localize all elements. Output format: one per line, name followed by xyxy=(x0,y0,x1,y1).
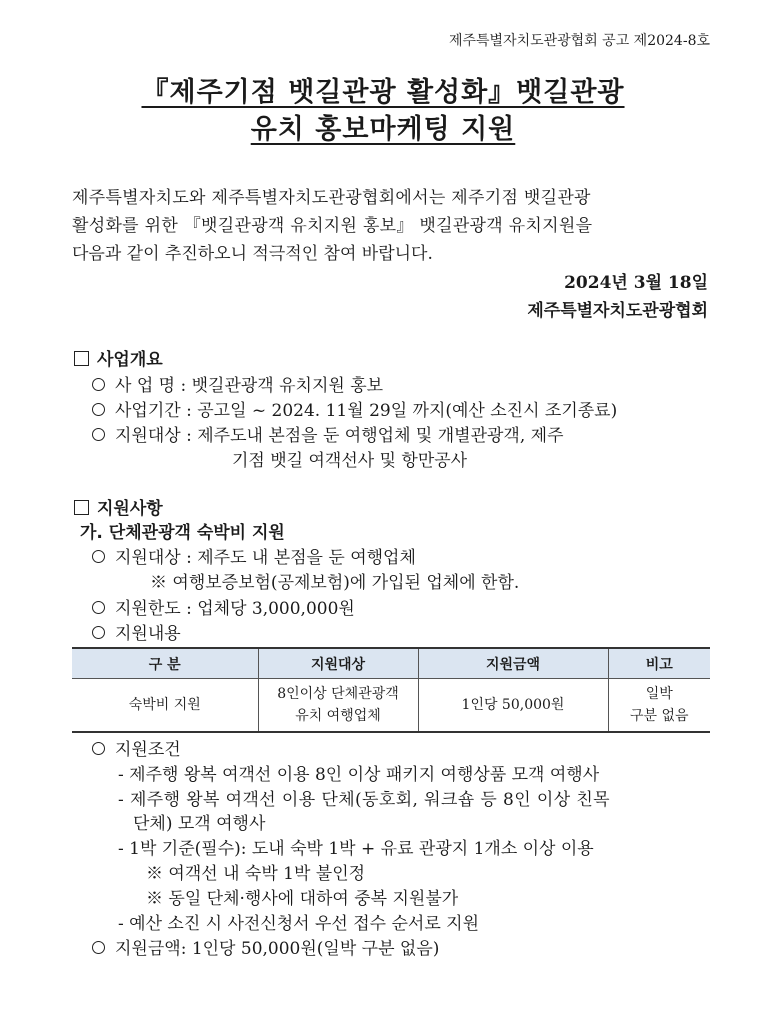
overview-item-target-continuation: 기점 뱃길 여객선사 및 항만공사 xyxy=(232,451,468,471)
condition-item-continuation: 단체) 모객 여행사 xyxy=(133,814,266,834)
document-title-line-2: 유치 홍보마케팅 지원 xyxy=(250,114,516,145)
condition-item: - 예산 소진 시 사전신청서 우선 접수 순서로 지원 xyxy=(118,914,479,934)
support-conditions-label: 지원조건 xyxy=(92,735,181,760)
issuer-name: 제주특별자치도관광협회 xyxy=(527,301,708,321)
circle-bullet-icon xyxy=(92,550,105,563)
condition-item: - 제주행 왕복 여객선 이용 단체(동호회, 워크숍 등 8인 이상 친목 xyxy=(118,790,610,810)
circle-bullet-icon xyxy=(92,601,105,614)
table-cell-target: 8인이상 단체관광객 유치 여행업체 xyxy=(258,679,418,733)
section-overview-heading xyxy=(74,345,163,370)
support-target: 지원대상 : 제주도 내 본점을 둔 여행업체 xyxy=(92,543,416,568)
intro-line-2: 활성화를 위한 『뱃길관광객 유치지원 홍보』 뱃길관광객 유치지원을 xyxy=(72,216,593,236)
table-cell-category: 숙박비 지원 xyxy=(72,679,258,733)
condition-note: ※ 동일 단체·행사에 대하여 중복 지원불가 xyxy=(146,889,459,909)
overview-item-name: 사 업 명 : 뱃길관광객 유치지원 홍보 xyxy=(92,371,383,396)
intro-line-3: 다음과 같이 추진하오니 적극적인 참여 바랍니다. xyxy=(72,244,433,264)
notice-number: 제주특별자치도관광협회 공고 제2024-8호 xyxy=(448,33,710,49)
circle-bullet-icon xyxy=(92,626,105,639)
table-row xyxy=(72,679,710,733)
intro-line-1: 제주특별자치도와 제주특별자치도관광협회에서는 제주기점 뱃길관광 xyxy=(72,188,591,208)
overview-item-target: 지원대상 : 제주도내 본점을 둔 여행업체 및 개별관광객, 제주 xyxy=(92,421,564,446)
document-title-line-1: 『제주기점 뱃길관광 활성화』뱃길관광 xyxy=(141,77,625,108)
table-cell-note: 일박 구분 없음 xyxy=(608,679,710,733)
support-limit: 지원한도 : 업체당 3,000,000원 xyxy=(92,594,355,619)
support-content-label: 지원내용 xyxy=(92,619,181,644)
condition-note: ※ 여객선 내 숙박 1박 불인정 xyxy=(146,864,366,884)
subsection-group-lodging: 가. 단체관광객 숙박비 지원 xyxy=(80,523,285,543)
square-bullet-icon xyxy=(74,500,89,515)
section-support-label: 지원사항 xyxy=(97,499,163,519)
table-header-amount: 지원금액 xyxy=(418,648,608,679)
circle-bullet-icon xyxy=(92,378,105,391)
square-bullet-icon xyxy=(74,351,89,366)
condition-item: - 1박 기준(필수): 도내 숙박 1박 + 유료 관광지 1개소 이상 이용 xyxy=(118,839,594,859)
section-overview-label: 사업개요 xyxy=(97,350,163,370)
circle-bullet-icon xyxy=(92,403,105,416)
circle-bullet-icon xyxy=(92,428,105,441)
section-support-heading xyxy=(74,494,163,519)
circle-bullet-icon xyxy=(92,941,105,954)
table-header-row xyxy=(72,648,710,679)
table-header-note: 비고 xyxy=(608,648,710,679)
table-header-target: 지원대상 xyxy=(258,648,418,679)
notice-date: 2024년 3월 18일 xyxy=(564,273,708,293)
support-amount: 지원금액: 1인당 50,000원(일박 구분 없음) xyxy=(92,934,439,959)
support-target-note: ※ 여행보증보험(공제보험)에 가입된 업체에 한함. xyxy=(150,573,520,593)
table-cell-amount: 1인당 50,000원 xyxy=(418,679,608,733)
overview-item-period: 사업기간 : 공고일 ~ 2024. 11월 29일 까지(예산 소진시 조기종료) xyxy=(92,396,617,421)
table-header-category: 구 분 xyxy=(72,648,258,679)
circle-bullet-icon xyxy=(92,742,105,755)
condition-item: - 제주행 왕복 여객선 이용 8인 이상 패키지 여행상품 모객 여행사 xyxy=(118,765,600,785)
support-table xyxy=(72,647,710,733)
